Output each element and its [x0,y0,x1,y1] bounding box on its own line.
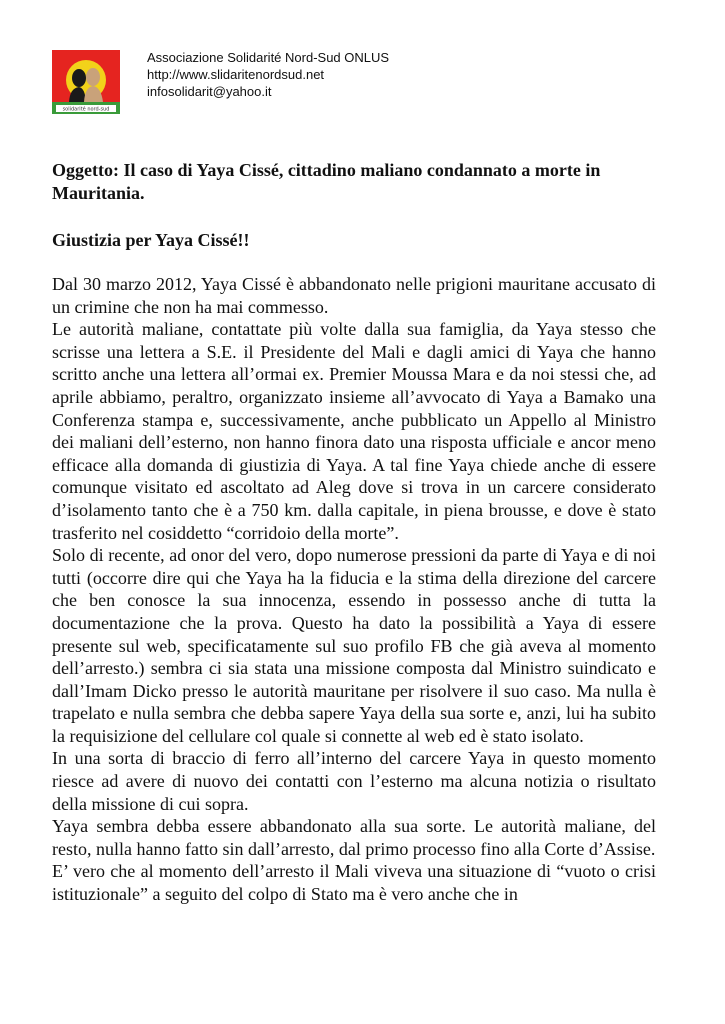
org-logo [52,50,120,114]
body-paragraph: Yaya sembra debba essere abbandonato alla sua sorte. Le autorità maliane, del resto, nulla hanno fatto sin dall’arresto, dal primo processo fino alla Corte d’Assise. [52,816,656,859]
body-paragraph: Le autorità maliane, contattate più volte dalla sua famiglia, da Yaya stesso che scrisse una lettera a S.E. il Presidente del Mali e dagli amici di Yaya che hanno scritto anche una lettera all’ormai ex. Premier Moussa Mara e da noi stessi che, ad aprile abbiamo, peraltro, organizzato insieme all’avvocato di Yaya a Bamako una Conferenza stampa e, successivamente, anche pubblicato un Appello al Ministro dei maliani dell’esterno, non hanno finora dato una risposta ufficiale e ancor meno efficace alla domanda di giustizia di Yaya. A tal fine Yaya chiede anche di essere comunque visitato ed ascoltato ad Aleg dove si trova in un carcere considerato d’isolamento tanto che è a 750 km. dalla capitale, in piena brousse, e dove è stato trasferito nel cosiddetto “corridoio della morte”. [52,319,656,543]
org-email[interactable]: infosolidarit@yahoo.it [147,84,272,99]
letter-body [52,273,656,906]
letterhead [147,49,389,100]
body-paragraph: Solo di recente, ad onor del vero, dopo numerose pressioni da parte di Yaya e di noi tutti (occorre dire qui che Yaya ha la fiducia e la stima della direzione del carcere che ben conosce la sua innocenza, essendo in possesso anche di tutta la documentazione che la prova. Questo ha dato la possibilità a Yaya di essere presente sul web, specificatamente sul suo profilo FB che già aveva al momento dell’arresto.) sembra ci sia stata una missione composta dal Ministro suindicato e dall’Imam Dicko presso le autorità mauritane per risolvere il suo caso. Ma nulla è trapelato e nulla sembra che debba sapere Yaya della sua sorte e, anzi, lui ha subito la requisizione del cellulare col quale si connette al web ed è stato isolato. [52,545,656,746]
letter-subject: Oggetto: Il caso di Yaya Cissé, cittadino maliano condannato a morte in Mauritania. [52,160,601,203]
logo-caption: solidarité nord-sud [62,106,110,113]
body-paragraph: E’ vero che al momento dell’arresto il Mali viveva una situazione di “vuoto o crisi istituzionale” a seguito del colpo di Stato ma è vero anche che in [52,861,656,905]
letter-title: Giustizia per Yaya Cissé!! [52,230,250,250]
org-name: Associazione Solidarité Nord-Sud ONLUS [147,50,390,65]
body-paragraph: Dal 30 marzo 2012, Yaya Cissé è abbandonato nelle prigioni mauritane accusato di un crimine che non ha mai commesso. [52,274,656,317]
logo-graphic [52,50,120,114]
org-website[interactable]: http://www.slidaritenordsud.net [147,67,325,82]
body-paragraph: In una sorta di braccio di ferro all’interno del carcere Yaya in questo momento riesce ad avere di nuovo dei contatti con l’esterno ma alcuna notizia o risultato della missione di cui sopra. [52,748,656,814]
